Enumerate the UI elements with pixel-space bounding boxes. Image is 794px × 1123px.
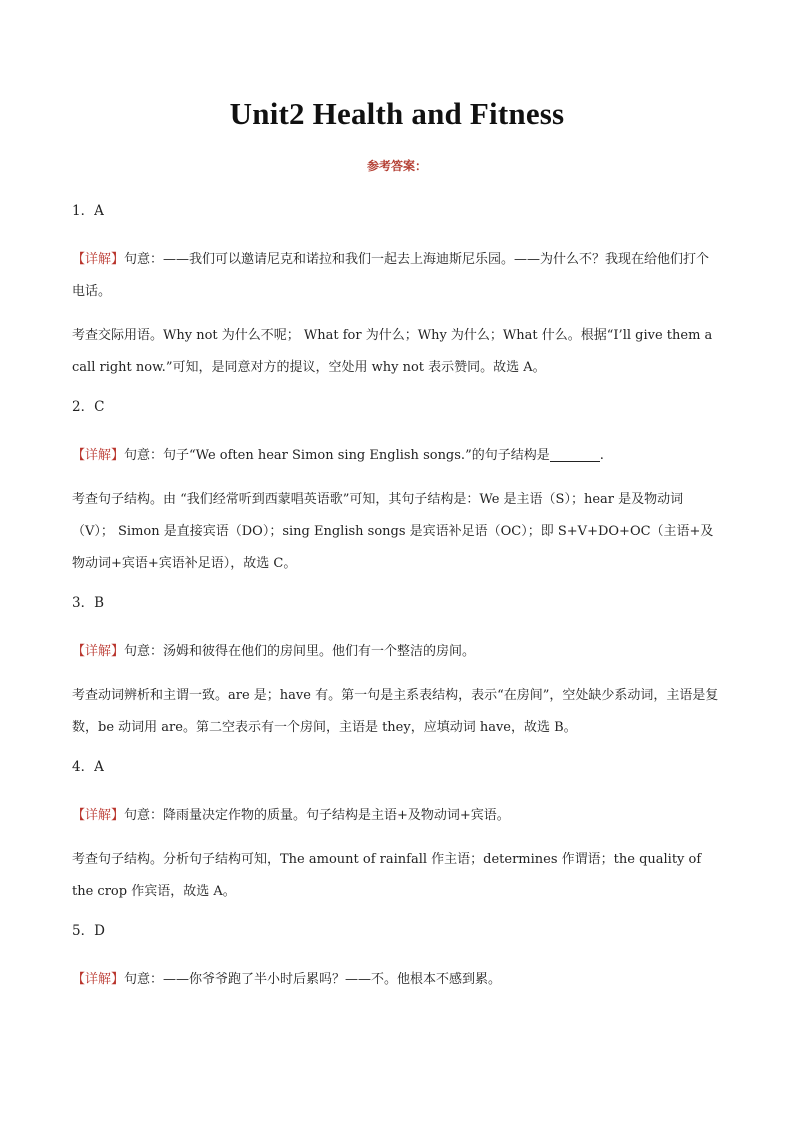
detail-text: 句意：汤姆和彼得在他们的房间里。他们有一个整洁的房间。 — [124, 644, 476, 659]
detail-text: 句意：降雨量决定作物的质量。句子结构是主语+及物动词+宾语。 — [124, 808, 510, 823]
detail-end: . — [599, 448, 604, 463]
detail-tag: 【详解】 — [72, 644, 125, 659]
question-number: 2．C — [72, 399, 105, 415]
analysis-paragraph: 考查句子结构。由 “我们经常听到西蒙唱英语歌”可知，其句子结构是：We 是主语（S）；hear 是及物动词（V）； Simon 是直接宾语（DO）；sing English songs 是宾语补足语（OC）；即 S+V+DO+OC（主语+及物动词+宾语+宾语补足语），故选 C。 — [72, 492, 714, 571]
detail-text: 句意：——你爷爷跑了半小时后累吗？——不。他根本不感到累。 — [124, 972, 502, 987]
answer-blank — [550, 447, 600, 462]
detail-tag: 【详解】 — [72, 448, 125, 463]
detail-tag: 【详解】 — [72, 252, 125, 267]
question-number: 4．A — [72, 759, 104, 775]
analysis-paragraph: 考查句子结构。分析句子结构可知，The amount of rainfall 作主语；determines 作谓语；the quality of the crop 作宾语，故选 A。 — [72, 852, 702, 899]
answer-list — [72, 200, 722, 1008]
detail-text: 句意：——我们可以邀请尼克和诺拉和我们一起去上海迪斯尼乐园。——为什么不？我现在给他们打个电话。 — [72, 252, 710, 299]
question-number: 3．B — [72, 595, 105, 611]
detail-paragraph — [72, 964, 722, 996]
analysis-paragraph: 考查动词辨析和主谓一致。are 是；have 有。第一句是主系表结构，表示“在房间”，空处缺少系动词，主语是复数，be 动词用 are。第二空表示有一个房间，主语是 they，应填动词 have，故选 B。 — [72, 688, 719, 735]
detail-text: 句意：句子“We often hear Simon sing English songs.”的句子结构是 — [124, 448, 550, 463]
answer-key-heading: 参考答案： — [366, 159, 427, 173]
detail-tag: 【详解】 — [72, 972, 125, 987]
page-title: Unit2 Health and Fitness — [229, 96, 565, 131]
detail-paragraph — [72, 800, 722, 832]
question-number: 5．D — [72, 923, 105, 939]
analysis-paragraph: 考查交际用语。Why not 为什么不呢； What for 为什么；Why 为什么；What 什么。根据“I’ll give them a call right now.”可知，是同意对方的提议，空处用 why not 表示赞同。故选 A。 — [72, 328, 713, 375]
question-number: 1．A — [72, 203, 104, 219]
detail-tag: 【详解】 — [72, 808, 125, 823]
detail-paragraph — [72, 636, 722, 668]
detail-paragraph — [72, 440, 722, 472]
detail-paragraph — [72, 244, 722, 308]
